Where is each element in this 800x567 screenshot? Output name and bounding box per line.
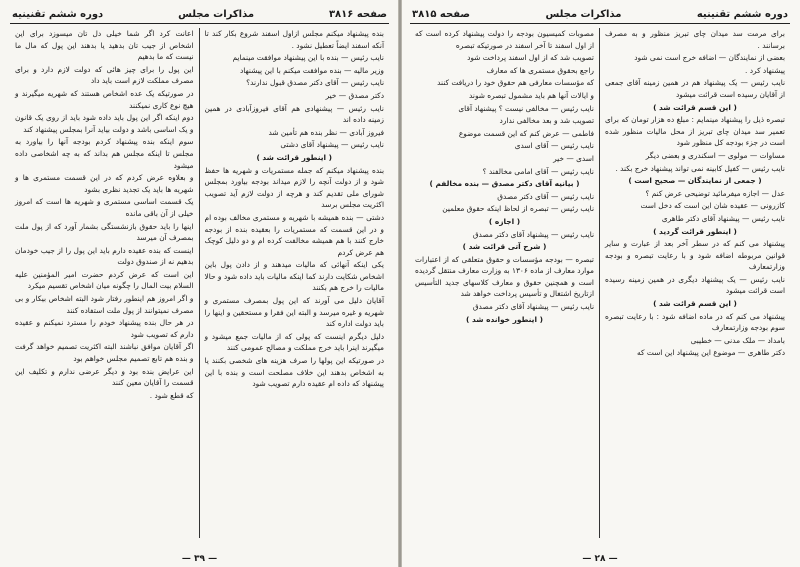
- paragraph: عدل — اجازه میفرمائید توضیحی عرض کنم ؟: [645, 188, 785, 198]
- paragraph: اگر آقایان موافق نباشند البته اکثریت تصمیم خواهد گرفت و بنده هم تابع تصمیم مجلس خواهم بود: [15, 342, 194, 364]
- right-page-number: — ۲۸ —: [582, 554, 618, 564]
- book-spine: [398, 0, 402, 567]
- left-page-title: مذاکرات مجلس: [178, 9, 255, 20]
- paragraph: که مؤسسات معارفی هم حقوق خود را دریافت کنند: [437, 78, 594, 88]
- paragraph: تبصره ذیل را پیشنهاد مینمایم : مبلغ ده هزار تومان که برای تعمیر سد میدان چای تبریز از محل مالیات منظور شده است در جزء بودجه کل منظور شود: [605, 115, 785, 148]
- paragraph: اسدی — خیر: [553, 153, 594, 163]
- paragraph: یکی اینکه آنهائی که مالیات میدهند و از دادن پول باین اشخاص شکایت دارند کما اینکه مالیات باید داده شود و حالا مالیات را خرج هم بکنند: [204, 260, 384, 293]
- paragraph: نایب رئیس — آقای دکتر مصدق قبول ندارند؟: [246, 78, 384, 88]
- paragraph: اینست که بنده عقیده دارم باید این پول را از جیب خودمان بدهیم نه از صندوق دولت: [15, 245, 194, 267]
- paragraph: پیشنهاد می کنم که در ماده اضافه شود : با رعایت تبصره سوم بودجه وزارتمعارف: [605, 311, 785, 333]
- paragraph: کازرونی — عقیده شان این است که دخل است: [640, 201, 785, 211]
- left-page-columns: [10, 28, 389, 538]
- paragraph: مصوبات کمیسیون بودجه را دولت پیشنهاد کرده است که از اول اسفند تا آخر اسفند در صورتیکه تبصره: [415, 29, 594, 50]
- left-page-left-column: [10, 28, 200, 538]
- right-page-label: صفحه ۳۸۱۵: [412, 9, 471, 20]
- paragraph: این پول را برای چیز هائی که دولت لازم دارد و برای مصرف مملکت لازم است باید داد: [15, 64, 194, 86]
- right-page-right-column: [600, 28, 790, 538]
- right-page-columns: [410, 28, 790, 538]
- paragraph: دشتی — بنده همیشه با شهریه و مستمری مخالف بوده ام و در این قسمت که مستمریات را بعقیده بنده از بودجه خارج کنند با هم همیشه مخالفت کرده ام و دو دلیل کوچک هم عرض کردم: [204, 212, 384, 257]
- paragraph: در هر حال بنده پیشنهاد خودم را مسترد نمیکنم و عقیده دارم که تصویب شود: [15, 318, 194, 339]
- paragraph: بنده پیشنهاد میکنم مجلس ازاول اسفند شروع بکار کند تا آنکه اسفند ایضاً تعطیل نشود .: [204, 29, 384, 50]
- read-note: ( این قسم قرائت شد ): [653, 299, 737, 309]
- paragraph: نایب رئیس — پیشنهاد آقای دکتر مصدق: [472, 302, 594, 312]
- read-note: ( این قسم قرائت شد ): [653, 102, 737, 112]
- paragraph: نایب رئیس — کفیل کابینه نمی تواند پیشنهاد خرج بکند .: [615, 163, 785, 173]
- paragraph: برای مرمت سد میدان چای تبریز منظور و به مصرف برسانند .: [605, 29, 785, 50]
- paragraph: تبصره — بودجه مؤسسات و حقوق متعلقی که از اعتبارات موارد معارف از ماده ۱۳۰۶ به وزارت معارف منتقل گردیده است و همچنین حقوق و معارف کلاسهای جدید التأسیس ازتاریخ اشتغال و تأسیس پرداخت خواهد شد: [415, 254, 594, 299]
- left-page-number: — ۳۹ —: [181, 554, 218, 564]
- paragraph: پیشنهاد کرد .: [745, 65, 785, 75]
- right-page-title: مذاکرات مجلس: [545, 9, 622, 20]
- right-page-header: [410, 8, 790, 24]
- read-note: ( شرح آتی قرائت شد ): [462, 242, 547, 252]
- paragraph: و ایالات آنها هم باید مشمول تبصره شوند: [469, 90, 594, 100]
- read-note: ( بیانیه آقای دکتر مصدق — بنده مخالفم ): [429, 179, 580, 189]
- paragraph: وزیر مالیه — بنده موافقت میکنم با این پیشنهاد: [239, 65, 384, 75]
- right-page-session: دوره ششم تقنینیه: [696, 9, 788, 20]
- paragraph: نایب رئیس — پیشنهاد آقای دکتر طاهری: [661, 213, 785, 223]
- left-page-right-column: [200, 28, 390, 538]
- paragraph: آقایان دلیل می آورند که این پول بمصرف مستمری و شهریه و غیره میرسد و البته این فقرا و مستحقین و اینها را باید دولت اداره کند: [204, 296, 384, 329]
- paragraph: تصویب شد که از اول اسفند پرداخت شود: [467, 53, 594, 63]
- paragraph: سوم اینکه بنده پیشنهاد کردم بودجه آنها را بیاورد به مجلس تا اینکه مجلس هم بداند که به چه اشخاصی داده میشود: [15, 137, 194, 170]
- paragraph: که قطع شود .: [149, 390, 194, 400]
- read-note: ( اینطور خوانده شد ): [466, 314, 543, 324]
- read-note: ( اینطور قرائت شد ): [256, 152, 333, 162]
- paragraph: فاطمی — عرض کنم که این قسمت موضوع: [458, 128, 594, 138]
- paragraph: اینها را باید حقوق بازنشستگی بشمار آورد که از پول ملت بمصرف آن میرسد: [15, 221, 194, 243]
- read-note: ( اجازه ): [488, 216, 521, 226]
- read-note: ( جمعی از نمایندگان — صحیح است ): [628, 176, 762, 186]
- left-page-header: [10, 8, 389, 24]
- paragraph: نایب رئیس — بنده با این پیشنهاد موافقت مینمایم: [232, 53, 384, 63]
- paragraph: در صورتیکه این پولها را صرف هزینه های شخصی بکنند یا به اشخاص بدهند این خلاف مصلحت است و بنده با این پیشنهاد که داده ام عقیده دارم تصویب شود: [204, 356, 384, 389]
- paragraph: دکتر مصدق — خیر: [325, 90, 384, 100]
- paragraph: نایب رئیس — مخالفی نیست ؟ پیشنهاد آقای: [458, 103, 594, 113]
- right-page: [400, 0, 800, 567]
- paragraph: نایب رئیس — پیشنهاد آقای دکتر مصدق: [472, 229, 594, 239]
- left-page-session: دوره ششم تقنینیه: [12, 9, 104, 20]
- paragraph: نایب رئیس — یک پیشنهاد دیگری در همین زمینه رسیده است قرائت میشود: [605, 274, 785, 296]
- paragraph: این عرایض بنده بود و دیگر عرضی ندارم و تکلیف این قسمت را آقایان معین کنند: [15, 366, 194, 388]
- paragraph: بامداد — ملک مدنی — خطیبی: [690, 335, 785, 345]
- paragraph: یک قسمت اساسی مستمری و شهریه ها است که امروز خیلی از آن باقی مانده: [15, 197, 194, 218]
- paragraph: دوم اینکه اگر این پول باید داده شود باید از روی یک قانون و یک اساسی باشد و دولت بیاید آنرا بمجلس پیشنهاد کند: [15, 113, 194, 134]
- paragraph: نایب رئیس — آقای دکتر مصدق: [497, 191, 594, 201]
- paragraph: پیشنهاد می کنم که در سطر آخر بعد از عبارت و سایر قوانین مربوطه اضافه شود و با رعایت تبصره و بودجه وزارتمعارف: [605, 239, 785, 272]
- paragraph: و بعلاوه عرض کردم که در این قسمت مستمری ها و شهریه ها باید یک تجدید نظری بشود: [15, 173, 194, 194]
- paragraph: نایب رئیس — آقای اسدی: [514, 141, 594, 151]
- paragraph: مساوات — مولوی — اسکندری و بعضی دیگر: [645, 150, 785, 160]
- read-note: ( اینطور قرائت گردید ): [653, 226, 737, 236]
- paragraph: راجع بحقوق مستمری ها که معارف: [486, 65, 594, 75]
- paragraph: دکتر طاهری — موضوع این پیشنهاد این است که: [637, 348, 785, 358]
- paragraph: نایب رئیس — یک پیشنهاد هم در همین زمینه آقای جمعی از آقایان رسیده است قرائت میشود: [605, 78, 785, 99]
- paragraph: تصویب شد و بعد مخالفی ندارد: [499, 116, 594, 126]
- paragraph: در صورتیکه یک عده اشخاص هستند که شهریه میگیرند و هیچ نوع کاری نمیکنند: [15, 88, 194, 110]
- paragraph: نایب رئیس — پیشنهاد آقای دشتی: [280, 140, 384, 150]
- paragraph: اعانت کرد اگر شما خیلی دل تان میسوزد برای این اشخاص از جیب تان بدهید یا بدهند این پول که مال ما نیست که ما بدهیم: [15, 29, 194, 62]
- paragraph: نایب رئیس — آقای امامی مخالفند ؟: [482, 166, 594, 176]
- paragraph: بعضی از نمایندگان — اضافه خرج است نمی شود: [634, 53, 785, 63]
- paragraph: این است که عرض کردم حضرت امیر المؤمنین علیه السلام بیت المال را چگونه میان اشخاص تقسیم میکرد: [15, 269, 194, 291]
- paragraph: نایب رئیس — پیشنهادی هم آقای فیروزآبادی در همین زمینه داده اند: [204, 103, 384, 125]
- paragraph: دلیل دیگرم اینست که پولی که از مالیات جمع میشود و میگیرند اینرا باید خرج مملکت و مصالح عمومی کنند: [204, 331, 384, 353]
- left-page-label: صفحه ۳۸۱۶: [328, 9, 387, 20]
- paragraph: نایب رئیس — تبصره از لحاظ اینکه حقوق معلمین: [442, 204, 594, 214]
- paragraph: و اگر امروز هم اینطور رفتار شود البته اشخاص بیکار و بی مصرف نمیتوانند از پول ملت استفاده کنند: [15, 294, 194, 315]
- right-page-left-column: [410, 28, 600, 538]
- paragraph: بنده پیشنهاد میکنم که جمله مستمریات و شهریه ها حفظ شود و از دولت آنچه را لازم میداند بودجه بیاورد بمجلس شورای ملی تقدیم کند و هرچه از دولت لازم آید تصویب اکثریت مجلس برسد: [204, 165, 384, 210]
- paragraph: فیروز آبادی — نظر بنده هم تأمین شد: [268, 127, 384, 137]
